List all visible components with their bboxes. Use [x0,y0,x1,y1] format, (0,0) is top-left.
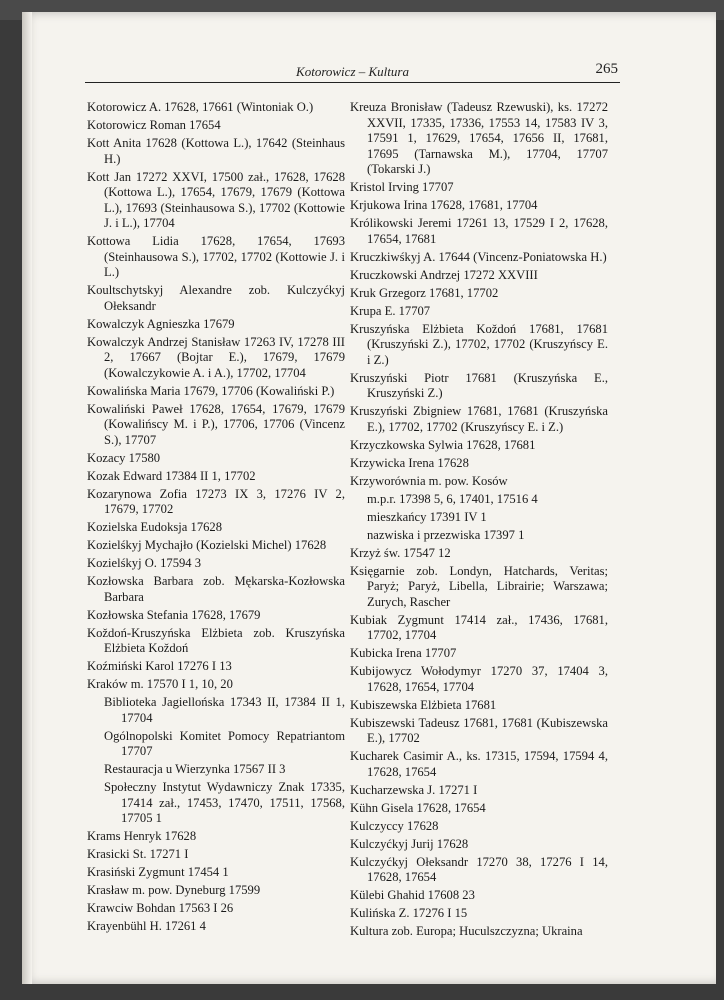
index-entry: Krupa E. 17707 [350,303,431,318]
running-header-title: Kotorowicz – Kultura [296,64,409,79]
index-entry: Kruszyńska Elżbieta Koždoń 17681, 17681 (Kruszyński Z.), 17702, 17702 (Kruszyńscy E. i Z.) [350,321,608,367]
index-entry: Kruczkowski Andrzej 17272 XXVIII [350,267,538,282]
index-entry: Kubiak Zygmunt 17414 zał., 17436, 17681, 17702, 17704 [350,612,608,642]
index-subentry: nazwiska i przezwiska 17397 1 [367,527,525,542]
index-entry: Krawciw Bohdan 17563 I 26 [87,901,234,915]
index-entry: Kott Anita 17628 (Kottowa L.), 17642 (Steinhaus H.) [87,136,345,166]
index-entry: Kristol Irving 17707 [350,180,454,194]
index-entry: Kotorowicz Roman 17654 [87,118,221,132]
index-entry: Księgarnie zob. Londyn, Hatchards, Veritas; Paryż; Paryż, Libella, Librairie; Warszawa; Zurych, Rascher [350,563,608,609]
index-entry: Kubiszewski Tadeusz 17681, 17681 (Kubiszewska E.), 17702 [350,715,608,745]
index-entry: Kott Jan 17272 XXVI, 17500 zał., 17628, 17628 (Kottowa L.), 17654, 17679, 17679 (Kottowa L.), 17693 (Steinhausowa S.), 17702 (Kottowie J. i L.), 17704 [87,169,345,230]
index-subentry: Społeczny Instytut Wydawniczy Znak 17335, 17414 zał., 17453, 17470, 17511, 17568, 17705 1 [104,780,345,825]
page-number: 265 [595,61,618,77]
index-entry: Kottowa Lidia 17628, 17654, 17693 (Steinhausowa S.), 17702, 17702 (Kottowie J. i L.) [87,234,345,279]
index-entry: Krzyczkowska Sylwia 17628, 17681 [350,437,536,452]
index-entry: Kulczyćkyj Ołeksandr 17270 38, 17276 I 14, 17628, 17654 [350,854,608,884]
index-entry: Kozłowska Barbara zob. Mękarska-Kozłowska Barbara [87,574,345,604]
index-entry: Koždoń-Kruszyńska Elżbieta zob. Kruszyńska Elżbieta Koždoń [87,625,345,655]
index-entry: Kowaliński Paweł 17628, 17654, 17679, 17679 (Kowalińscy M. i P.), 17706, 17706 (Vincenz S.), 17707 [87,401,345,447]
index-entry: Kubijowycz Wołodymyr 17270 37, 17404 3, 17628, 17654, 17704 [350,664,608,694]
index-entry: Kubicka Irena 17707 [350,646,457,660]
index-entry: Krzywicka Irena 17628 [350,455,469,470]
index-entry: Krasicki St. 17271 I [87,847,189,861]
index-entry: Kulczyćkyj Jurij 17628 [350,836,469,851]
index-entry: Kühn Gisela 17628, 17654 [350,800,486,815]
index-entry: Kulińska Z. 17276 I 15 [350,906,468,920]
index-entry: Krams Henryk 17628 [87,829,197,843]
index-column-left [87,100,345,937]
book-page [22,12,716,984]
index-entry: Kowalczyk Agnieszka 17679 [87,316,235,331]
index-entry: Kozacy 17580 [87,450,161,465]
index-entry: Külebi Ghahid 17608 23 [350,888,475,902]
index-column-right [350,100,608,942]
page-spine-shadow [22,12,32,984]
index-entry: Kozarynowa Zofia 17273 IX 3, 17276 IV 2, 17679, 17702 [87,486,345,516]
index-entry: Krjukowa Irina 17628, 17681, 17704 [350,198,538,212]
index-entry: Kozak Edward 17384 II 1, 17702 [87,468,256,483]
index-entry: Kucharek Casimir A., ks. 17315, 17594, 17594 4, 17628, 17654 [350,749,608,779]
index-entry: Krayenbühl H. 17261 4 [87,919,206,933]
index-entry: Kucharzewska J. 17271 I [350,782,478,797]
index-subentry: Biblioteka Jagiellońska 17343 II, 17384 II 1, 17704 [104,695,345,725]
index-entry: Kozielśkyj O. 17594 3 [87,556,202,570]
index-entry: Kozielśkyj Mychajło (Kozielski Michel) 17628 [87,538,327,552]
index-entry: Krzyż św. 17547 12 [350,545,451,560]
index-entry: Kreuza Bronisław (Tadeusz Rzewuski), ks. 17272 XXVII, 17335, 17336, 17553 14, 17583 IV 3, 17591 1, 17629, 17654, 17656 II, 17681, 17695 (Tarnawska M.), 17704, 17707 (Tokarski J.) [350,100,608,176]
index-entry: Kowalczyk Andrzej Stanisław 17263 IV, 17278 III 2, 17667 (Bojtar E.), 17679, 17679 (Kowalczykowie A. i A.), 17702, 17704 [87,334,345,380]
index-entry: Kozłowska Stefania 17628, 17679 [87,607,261,622]
index-entry: Kruk Grzegorz 17681, 17702 [350,285,499,300]
index-entry: Kraków m. 17570 I 1, 10, 20 [87,677,233,691]
index-entry: Krzyworównia m. pow. Kosów [350,473,508,488]
index-entry: Koźmiński Karol 17276 I 13 [87,659,232,673]
index-subentry: m.p.r. 17398 5, 6, 17401, 17516 4 [367,491,538,506]
index-entry: Kruszyński Zbigniew 17681, 17681 (Kruszyńska E.), 17702, 17702 (Kruszyńscy E. i Z.) [350,404,608,434]
index-entry: Kulczyccy 17628 [350,818,439,833]
index-entry: Królikowski Jeremi 17261 13, 17529 I 2, 17628, 17654, 17681 [350,216,608,246]
index-entry: Kultura zob. Europa; Huculszczyzna; Ukraina [350,924,583,938]
running-header [85,62,620,83]
index-entry: Kozielska Eudoksja 17628 [87,520,223,534]
index-subentry: mieszkańcy 17391 IV 1 [367,509,487,524]
index-subentry: Restauracja u Wierzynka 17567 II 3 [104,762,286,776]
index-entry: Kotorowicz A. 17628, 17661 (Wintoniak O.) [87,100,314,114]
index-entry: Kruszyński Piotr 17681 (Kruszyńska E., Kruszyński Z.) [350,370,608,400]
index-entry: Kowalińska Maria 17679, 17706 (Kowaliński P.) [87,383,335,398]
index-entry: Krasław m. pow. Dyneburg 17599 [87,883,261,897]
index-subentry: Ogólnopolski Komitet Pomocy Repatriantom 17707 [104,728,345,758]
index-entry: Krasiński Zygmunt 17454 1 [87,865,229,879]
index-entry: Kubiszewska Elżbieta 17681 [350,697,497,712]
index-entry: Koultschytskyj Alexandre zob. Kulczyćkyj Ołeksandr [87,283,345,313]
index-entry: Kruczkiwśkyj A. 17644 (Vincenz-Poniatowska H.) [350,249,607,264]
